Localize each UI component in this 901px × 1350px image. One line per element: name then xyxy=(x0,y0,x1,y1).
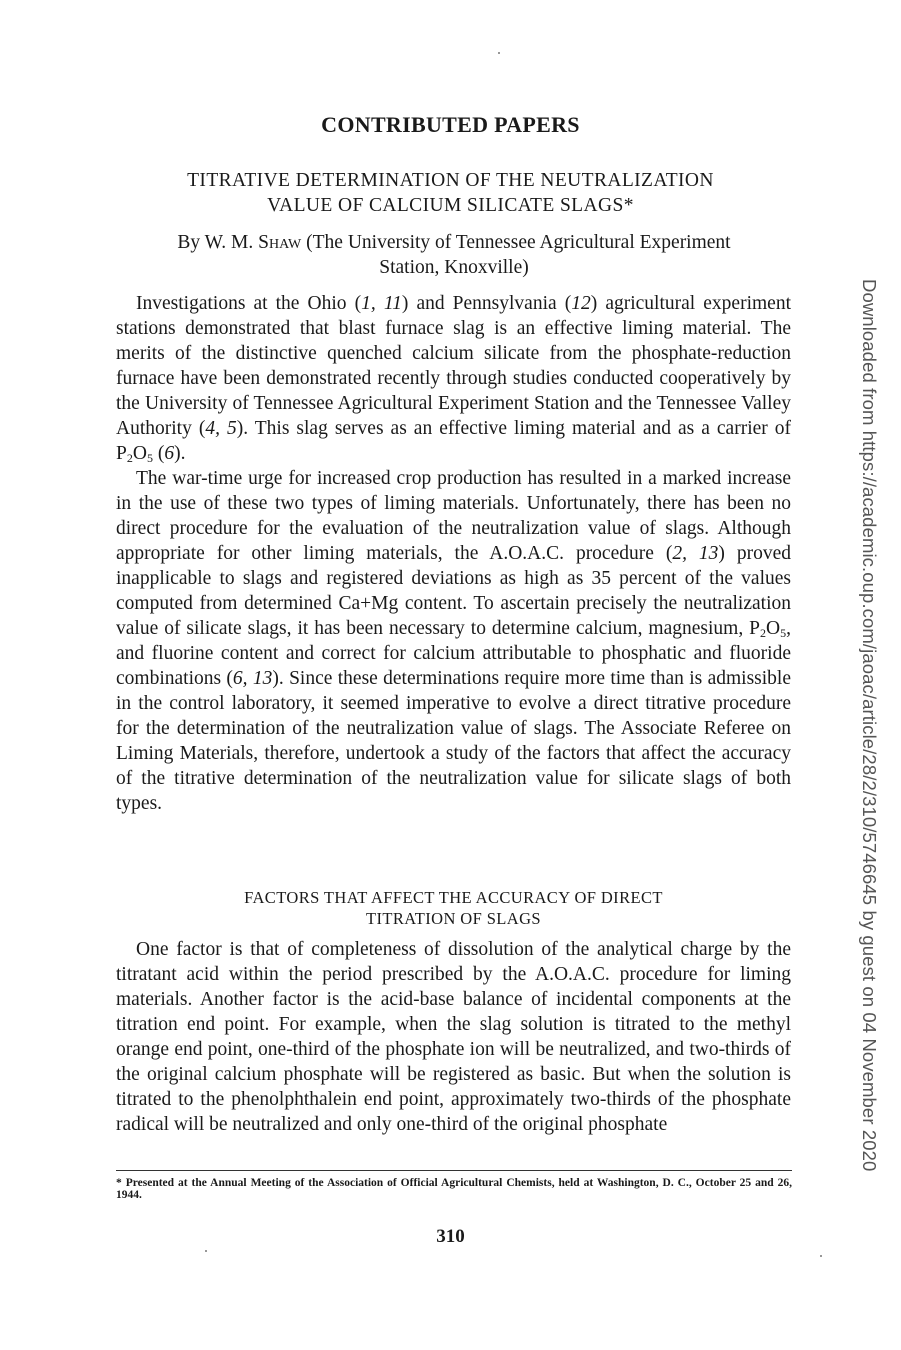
reference: 2, 13 xyxy=(672,543,719,564)
factors-body xyxy=(116,937,791,1137)
affiliation-continued: Station, Knoxville) xyxy=(379,257,529,278)
download-watermark xyxy=(858,279,880,1172)
reference: 1, 11 xyxy=(361,293,402,314)
sub-heading-line: FACTORS THAT AFFECT THE ACCURACY OF DIRECT xyxy=(244,888,663,907)
article-title xyxy=(110,168,791,218)
author-surname: Shaw xyxy=(258,232,302,253)
scan-speck xyxy=(820,1255,822,1257)
byline-line xyxy=(116,230,792,255)
download-watermark-text: Downloaded from https://academic.oup.com/jaoac/article/28/2/310/5746645 by guest on 04 November 2020 xyxy=(859,279,880,1172)
article-title-line: VALUE OF CALCIUM SILICATE SLAGS* xyxy=(267,195,634,216)
footnote-divider xyxy=(116,1170,792,1171)
byline-prefix: By W. M. xyxy=(177,232,259,253)
reference: 12 xyxy=(571,293,591,314)
footnote: * Presented at the Annual Meeting of the Association of Official Agricultural Chemists, held at Washington, D. C., October 25 and 26, 1944. xyxy=(116,1177,792,1201)
page-number: 310 xyxy=(436,1226,465,1247)
reference: 6 xyxy=(164,443,175,464)
paragraph-2: The war-time urge for increased crop production has resulted in a marked increase in the use of these two types of liming materials. Unfortunately, there has been no direct procedure for the evaluation of the neutralization value of slags. Although appropriate for other liming materials, the A.O.A.C. procedure (2, 13) proved inapplicable to slags and registered deviations as high as 35 percent of the values computed from determined Ca+Mg content. To ascertain precisely the neutralization value of silicate slags, it has been necessary to determine calcium, magnesium, $P_2O_5$, and fluorine content and correct for calcium attributable to phosphatic and fluoride combinations (6, 13). Since these determinations require more time than is admissible in the control laboratory, it seemed imperative to evolve a direct titrative procedure for the determination of the neutralization value of slags. The Associate Referee on Liming Materials, therefore, undertook a study of the factors that affect the accuracy of the titrative determination of the neutralization value for silicate slags of both types. xyxy=(116,468,791,814)
byline xyxy=(116,230,792,280)
affiliation: (The University of Tennessee Agricultural Experiment xyxy=(301,232,731,253)
scan-speck xyxy=(205,1250,207,1252)
paragraph-3: One factor is that of completeness of dissolution of the analytical charge by the titratant acid within the period prescribed by the A.O.A.C. procedure for liming materials. Another factor is the acid-base balance of incidental components at the titration end point. For example, when the slag solution is titrated to the methyl orange end point, one-third of the phosphate ion will be neutralized, and two-thirds of the original calcium phosphate will be registered as basic. But when the solution is titrated to the phenolphthalein end point, approximately two-thirds of the phosphate radical will be neutralized and only one-third of the original phosphate xyxy=(116,939,791,1135)
reference: 4, 5 xyxy=(205,418,237,439)
paragraph-1: Investigations at the Ohio (1, 11) and Pennsylvania (12) agricultural experiment stations demonstrated that blast furnace slag is an effective liming material. The merits of the distinctive quenched calcium silicate from the phosphate-reduction furnace have been demonstrated recently through studies conducted cooperatively by the University of Tennessee Agricultural Experiment Station and the Tennessee Valley Authority (4, 5). This slag serves as an effective liming material and as a carrier of $P_2O_5$ (6). xyxy=(116,293,792,465)
section-title: CONTRIBUTED PAPERS xyxy=(321,112,580,137)
scan-speck xyxy=(498,52,500,54)
sub-heading xyxy=(116,887,791,929)
intro-body xyxy=(116,291,791,816)
article-title-line: TITRATIVE DETERMINATION OF THE NEUTRALIZATION xyxy=(187,170,714,191)
reference: 6, 13 xyxy=(232,668,273,689)
sub-heading-line: TITRATION OF SLAGS xyxy=(366,909,541,928)
